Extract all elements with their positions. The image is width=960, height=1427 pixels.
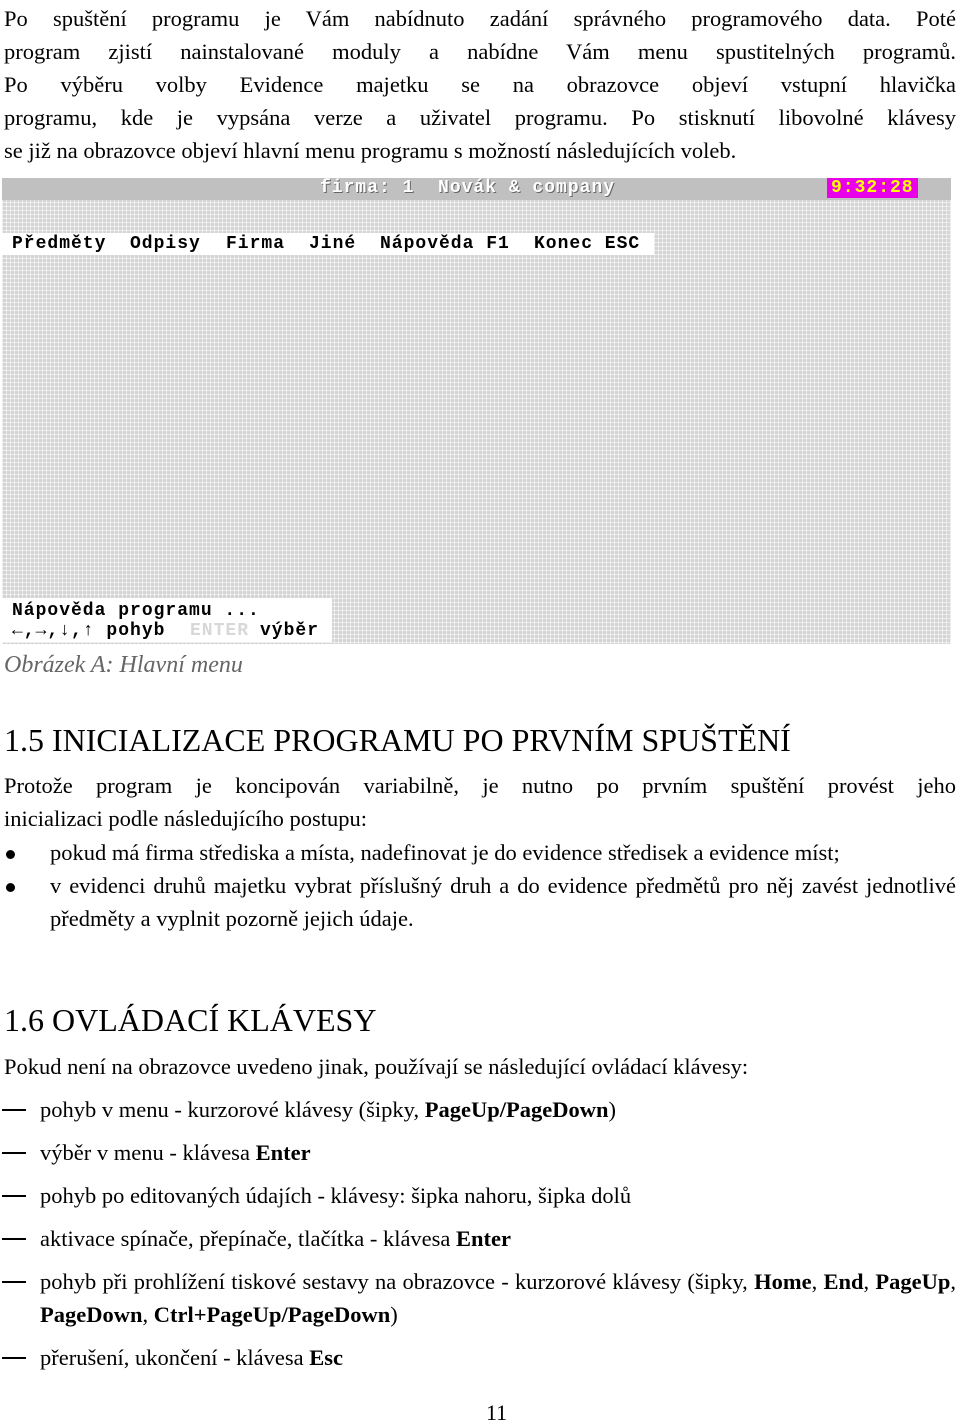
list-item-text: v evidenci druhů majetku vybrat příslušný druh a do evidence předmětů pro něj zavést jednotlivé předměty a vyplnit pozorně jejich údaje. — [50, 873, 956, 931]
menu-item-napoveda[interactable]: Nápověda F1 — [380, 234, 510, 254]
list-item: pohyb při prohlížení tiskové sestavy na obrazovce - kurzorové klávesy (šipky, Home, End, PageUp, PageDown, Ctrl+PageUp/PageDown) — [0, 1265, 960, 1331]
list-item — [0, 836, 960, 869]
dash-icon — [2, 1357, 26, 1359]
key-name: Ctrl+PageUp/PageDown — [153, 1302, 391, 1327]
key-name: End — [823, 1269, 864, 1294]
figure-caption: Obrázek A: Hlavní menu — [4, 652, 243, 678]
menu-item-odpisy[interactable]: Odpisy — [130, 234, 201, 254]
dash-icon — [2, 1195, 26, 1197]
key-name: Enter — [255, 1140, 311, 1165]
menu-item-jine[interactable]: Jiné — [309, 234, 357, 254]
list-item-text: pohyb v menu - kurzorové klávesy (šipky, — [40, 1097, 425, 1122]
help-title: Nápověda programu ... — [12, 601, 260, 621]
section-1-5-paragraph — [4, 769, 956, 835]
list-item — [0, 1341, 960, 1374]
key-name: PageUp — [875, 1269, 951, 1294]
list-item-text: pohyb po editovaných údajích - klávesy: šipka nahoru, šipka dolů — [40, 1183, 632, 1208]
section-heading-1-5: 1.5 INICIALIZACE PROGRAMU PO PRVNÍM SPUŠTĚNÍ — [4, 722, 791, 758]
section-1-5-line: inicializaci podle následujícího postupu: — [4, 806, 368, 831]
intro-line: Po spuštění programu je Vám nabídnuto zadání správného programového data. Poté — [4, 6, 956, 31]
help-select: výběr — [260, 621, 320, 641]
intro-line: program zjistí nainstalované moduly a nabídne Vám menu spustitelných programů. — [4, 39, 956, 64]
bullet-icon — [6, 850, 15, 859]
main-menu-screenshot — [2, 178, 951, 644]
intro-line: se již na obrazovce objeví hlavní menu programu s možností následujících voleb. — [4, 138, 737, 163]
key-name: Esc — [309, 1345, 344, 1370]
list-item-text: pokud má firma střediska a místa, nadefinovat je do evidence středisek a evidence míst; — [50, 840, 840, 865]
dash-icon — [2, 1281, 26, 1283]
init-steps-list — [0, 836, 960, 935]
intro-paragraph — [4, 2, 956, 167]
key-name: PageDown — [40, 1302, 143, 1327]
list-item — [0, 869, 960, 935]
control-keys-list — [0, 1093, 960, 1384]
list-item-text: aktivace spínače, přepínače, tlačítka - klávesa — [40, 1226, 457, 1251]
intro-line: Po výběru volby Evidence majetku se na obrazovce objeví vstupní hlavička — [4, 72, 956, 97]
list-item-text: výběr v menu - klávesa — [40, 1140, 256, 1165]
key-name: PageUp/PageDown — [424, 1097, 609, 1122]
dash-icon — [2, 1109, 26, 1111]
help-arrows: ←,→,↓,↑ pohyb — [12, 621, 166, 641]
dash-icon — [2, 1152, 26, 1154]
list-item-tail: , — [811, 1269, 824, 1294]
key-name: Enter — [456, 1226, 512, 1251]
help-enter-key: ENTER — [190, 621, 250, 641]
bullet-icon — [6, 883, 15, 892]
section-1-5-line: Protože program je koncipován variabilně, je nutno po prvním spuštění provést jeho — [4, 773, 956, 798]
menu-item-firma[interactable]: Firma — [226, 234, 286, 254]
list-item-tail: ) — [608, 1097, 616, 1122]
section-heading-1-6: 1.6 OVLÁDACÍ KLÁVESY — [4, 1002, 377, 1038]
list-item-text: pohyb při prohlížení tiskové sestavy na obrazovce - kurzorové klávesy (šipky, — [40, 1269, 755, 1294]
section-1-6-intro — [4, 1050, 956, 1083]
intro-line: programu, kde je vypsána verze a uživatel programu. Po stisknutí libovolné klávesy — [4, 105, 956, 130]
section-1-6-line: Pokud není na obrazovce uvedeno jinak, používají se následující ovládací klávesy: — [4, 1054, 749, 1079]
list-item — [0, 1093, 960, 1126]
dash-icon — [2, 1238, 26, 1240]
list-item — [0, 1222, 960, 1255]
company-label: firma: 1 Novák & company — [320, 178, 616, 198]
page-number: 11 — [486, 1400, 508, 1425]
clock: 9:32:28 — [827, 178, 918, 198]
menu-item-predmety[interactable]: Předměty — [12, 234, 107, 254]
list-item-text: přerušení, ukončení - klávesa — [40, 1345, 310, 1370]
list-item — [0, 1136, 960, 1169]
list-item — [0, 1179, 960, 1212]
menu-item-konec[interactable]: Konec ESC — [534, 234, 641, 254]
key-name: Home — [754, 1269, 812, 1294]
